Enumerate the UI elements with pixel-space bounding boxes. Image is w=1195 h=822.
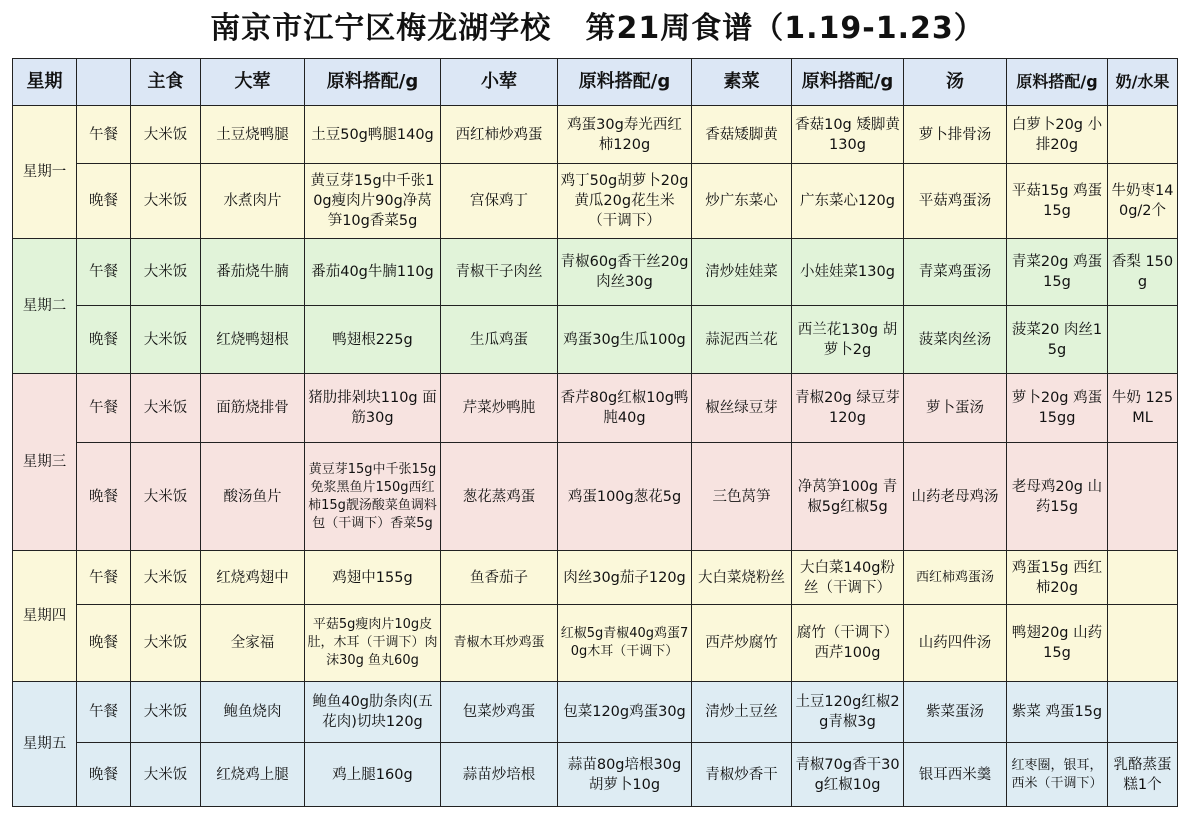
header-day: 星期 [13,59,77,106]
meal-cell: 午餐 [77,239,131,306]
soup-ingredients-cell: 红枣圈，银耳，西米（干调下） [1007,743,1108,807]
vegetable-cell: 三色莴笋 [692,443,792,551]
header-milk-fruit: 奶/水果 [1108,59,1178,106]
main-meat-cell: 土豆烧鸭腿 [201,106,305,164]
milk-fruit-cell [1108,682,1178,743]
meal-cell: 晚餐 [77,605,131,682]
small-meat-cell: 生瓜鸡蛋 [441,306,558,374]
staple-cell: 大米饭 [131,682,201,743]
vegetable-cell: 大白菜烧粉丝 [692,551,792,605]
header-small-meat: 小荤 [441,59,558,106]
small-meat-cell: 鱼香茄子 [441,551,558,605]
staple-cell: 大米饭 [131,374,201,443]
main-meat-ingredients-cell: 鸭翅根225g [305,306,441,374]
main-meat-ingredients-cell: 土豆50g鸭腿140g [305,106,441,164]
main-meat-ingredients-cell: 鸡上腿160g [305,743,441,807]
table-row [13,551,1178,605]
main-meat-ingredients-cell: 平菇5g瘦肉片10g皮肚，木耳（干调下）肉沫30g 鱼丸60g [305,605,441,682]
main-meat-ingredients-cell: 猪肋排剁块110g 面筋30g [305,374,441,443]
table-row [13,605,1178,682]
main-meat-ingredients-cell: 黄豆芽15g中千张15g免浆黑鱼片150g西红柿15g靓汤酸菜鱼调料包（干调下）香菜5g [305,443,441,551]
soup-cell: 紫菜蛋汤 [904,682,1007,743]
main-meat-cell: 鲍鱼烧肉 [201,682,305,743]
main-meat-cell: 红烧鸡上腿 [201,743,305,807]
table-row [13,306,1178,374]
small-meat-ingredients-cell: 鸡丁50g胡萝卜20g黄瓜20g花生米（干调下） [558,164,692,239]
small-meat-cell: 包菜炒鸡蛋 [441,682,558,743]
table-row [13,743,1178,807]
vegetable-cell: 香菇矮脚黄 [692,106,792,164]
small-meat-ingredients-cell: 青椒60g香干丝20g肉丝30g [558,239,692,306]
small-meat-ingredients-cell: 包菜120g鸡蛋30g [558,682,692,743]
staple-cell: 大米饭 [131,443,201,551]
milk-fruit-cell [1108,443,1178,551]
vegetable-ingredients-cell: 青椒70g香干30g红椒10g [792,743,904,807]
staple-cell: 大米饭 [131,551,201,605]
milk-fruit-cell [1108,551,1178,605]
header-soup: 汤 [904,59,1007,106]
table-row [13,374,1178,443]
main-meat-cell: 全家福 [201,605,305,682]
soup-cell: 银耳西米羹 [904,743,1007,807]
small-meat-ingredients-cell: 红椒5g青椒40g鸡蛋70g木耳（干调下） [558,605,692,682]
soup-cell: 青菜鸡蛋汤 [904,239,1007,306]
vegetable-cell: 清炒土豆丝 [692,682,792,743]
table-row [13,106,1178,164]
soup-ingredients-cell: 紫菜 鸡蛋15g [1007,682,1108,743]
main-meat-cell: 红烧鸭翅根 [201,306,305,374]
staple-cell: 大米饭 [131,239,201,306]
milk-fruit-cell [1108,106,1178,164]
day-cell: 星期二 [13,239,77,374]
main-meat-cell: 水煮肉片 [201,164,305,239]
main-meat-cell: 红烧鸡翅中 [201,551,305,605]
staple-cell: 大米饭 [131,164,201,239]
day-cell: 星期四 [13,551,77,682]
soup-ingredients-cell: 平菇15g 鸡蛋15g [1007,164,1108,239]
milk-fruit-cell: 牛奶 125ML [1108,374,1178,443]
table-row [13,164,1178,239]
soup-cell: 山药老母鸡汤 [904,443,1007,551]
day-cell: 星期五 [13,682,77,807]
main-meat-ingredients-cell: 番茄40g牛腩110g [305,239,441,306]
milk-fruit-cell: 乳酪蒸蛋糕1个 [1108,743,1178,807]
vegetable-ingredients-cell: 青椒20g 绿豆芽120g [792,374,904,443]
staple-cell: 大米饭 [131,306,201,374]
vegetable-ingredients-cell: 土豆120g红椒2g青椒3g [792,682,904,743]
meal-cell: 晚餐 [77,443,131,551]
soup-ingredients-cell: 萝卜20g 鸡蛋15gg [1007,374,1108,443]
vegetable-ingredients-cell: 净莴笋100g 青椒5g红椒5g [792,443,904,551]
vegetable-ingredients-cell: 小娃娃菜130g [792,239,904,306]
vegetable-ingredients-cell: 大白菜140g粉丝（干调下） [792,551,904,605]
soup-cell: 萝卜蛋汤 [904,374,1007,443]
header-small-meat-ingredients: 原料搭配/g [558,59,692,106]
milk-fruit-cell: 牛奶枣140g/2个 [1108,164,1178,239]
main-meat-cell: 酸汤鱼片 [201,443,305,551]
table-row [13,443,1178,551]
soup-cell: 菠菜肉丝汤 [904,306,1007,374]
soup-cell: 平菇鸡蛋汤 [904,164,1007,239]
main-meat-ingredients-cell: 鸡翅中155g [305,551,441,605]
vegetable-cell: 清炒娃娃菜 [692,239,792,306]
vegetable-cell: 青椒炒香干 [692,743,792,807]
meal-cell: 午餐 [77,551,131,605]
vegetable-cell: 西芹炒腐竹 [692,605,792,682]
soup-ingredients-cell: 白萝卜20g 小排20g [1007,106,1108,164]
small-meat-ingredients-cell: 香芹80g红椒10g鸭肫40g [558,374,692,443]
soup-ingredients-cell: 青菜20g 鸡蛋15g [1007,239,1108,306]
main-meat-cell: 番茄烧牛腩 [201,239,305,306]
menu-table [12,58,1178,807]
meal-cell: 午餐 [77,682,131,743]
main-meat-ingredients-cell: 鲍鱼40g肋条肉(五花肉)切块120g [305,682,441,743]
header-staple: 主食 [131,59,201,106]
soup-ingredients-cell: 菠菜20 肉丝15g [1007,306,1108,374]
milk-fruit-cell [1108,605,1178,682]
vegetable-ingredients-cell: 香菇10g 矮脚黄130g [792,106,904,164]
small-meat-ingredients-cell: 肉丝30g茄子120g [558,551,692,605]
meal-cell: 午餐 [77,374,131,443]
header-row [13,59,1178,106]
vegetable-cell: 炒广东菜心 [692,164,792,239]
small-meat-cell: 葱花蒸鸡蛋 [441,443,558,551]
small-meat-cell: 青椒干子肉丝 [441,239,558,306]
header-soup-ingredients: 原料搭配/g [1007,59,1108,106]
small-meat-ingredients-cell: 鸡蛋30g生瓜100g [558,306,692,374]
main-meat-cell: 面筋烧排骨 [201,374,305,443]
header-meal [77,59,131,106]
header-main-meat: 大荤 [201,59,305,106]
vegetable-cell: 椒丝绿豆芽 [692,374,792,443]
soup-ingredients-cell: 鸡蛋15g 西红柿20g [1007,551,1108,605]
milk-fruit-cell: 香梨 150g [1108,239,1178,306]
vegetable-cell: 蒜泥西兰花 [692,306,792,374]
soup-ingredients-cell: 老母鸡20g 山药15g [1007,443,1108,551]
small-meat-cell: 青椒木耳炒鸡蛋 [441,605,558,682]
table-row [13,682,1178,743]
soup-cell: 山药四件汤 [904,605,1007,682]
staple-cell: 大米饭 [131,605,201,682]
small-meat-cell: 蒜苗炒培根 [441,743,558,807]
milk-fruit-cell [1108,306,1178,374]
page-title: 南京市江宁区梅龙湖学校 第21周食谱（1.19-1.23） [210,11,985,46]
soup-cell: 萝卜排骨汤 [904,106,1007,164]
meal-cell: 午餐 [77,106,131,164]
small-meat-cell: 西红柿炒鸡蛋 [441,106,558,164]
vegetable-ingredients-cell: 腐竹（干调下）西芹100g [792,605,904,682]
soup-cell: 西红柿鸡蛋汤 [904,551,1007,605]
soup-ingredients-cell: 鸭翅20g 山药15g [1007,605,1108,682]
table-row [13,239,1178,306]
main-meat-ingredients-cell: 黄豆芽15g中千张10g瘦肉片90g净莴笋10g香菜5g [305,164,441,239]
vegetable-ingredients-cell: 广东菜心120g [792,164,904,239]
meal-cell: 晚餐 [77,306,131,374]
vegetable-ingredients-cell: 西兰花130g 胡萝卜2g [792,306,904,374]
header-vegetable-ingredients: 原料搭配/g [792,59,904,106]
small-meat-cell: 宫保鸡丁 [441,164,558,239]
meal-cell: 晚餐 [77,164,131,239]
staple-cell: 大米饭 [131,743,201,807]
staple-cell: 大米饭 [131,106,201,164]
header-vegetable: 素菜 [692,59,792,106]
small-meat-cell: 芹菜炒鸭肫 [441,374,558,443]
header-main-meat-ingredients: 原料搭配/g [305,59,441,106]
small-meat-ingredients-cell: 蒜苗80g培根30g 胡萝卜10g [558,743,692,807]
day-cell: 星期三 [13,374,77,551]
small-meat-ingredients-cell: 鸡蛋30g寿光西红柿120g [558,106,692,164]
day-cell: 星期一 [13,106,77,239]
small-meat-ingredients-cell: 鸡蛋100g葱花5g [558,443,692,551]
meal-cell: 晚餐 [77,743,131,807]
